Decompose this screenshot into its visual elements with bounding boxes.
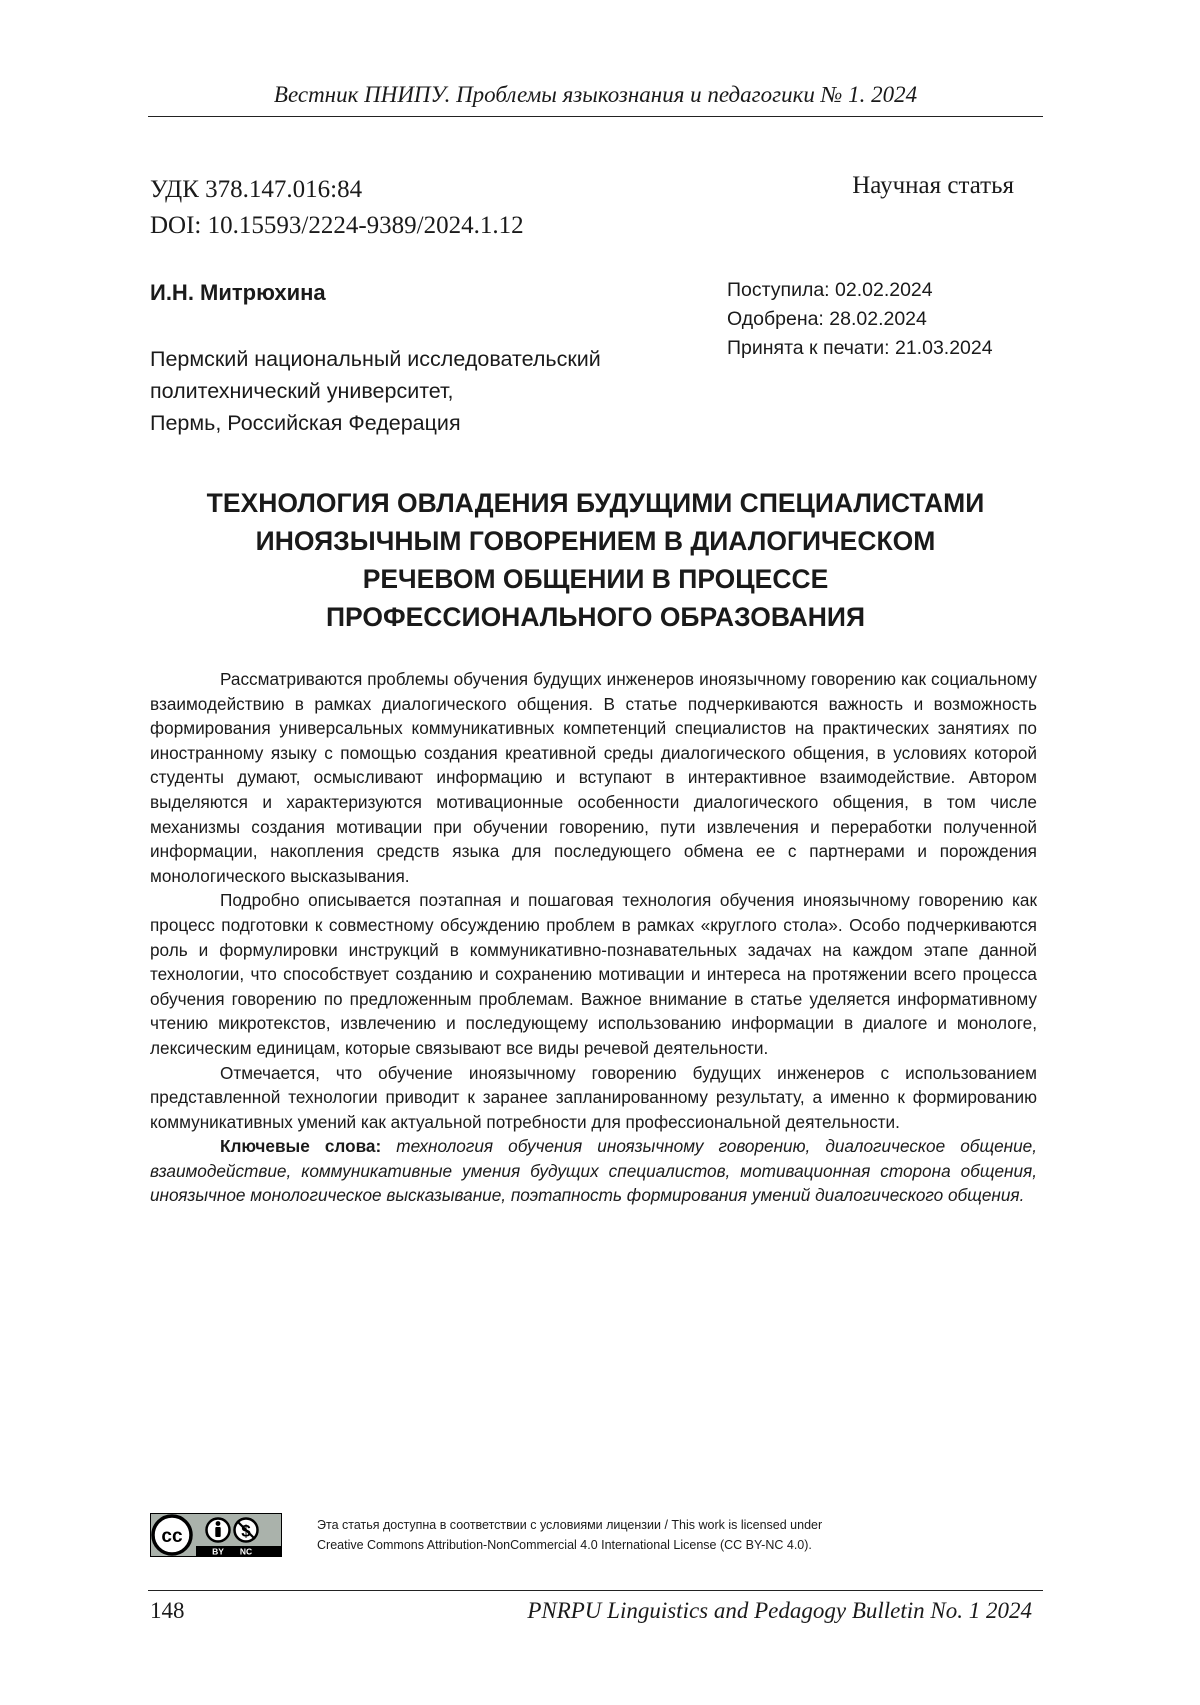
affiliation-line: политехнический университет,	[150, 375, 601, 407]
date-approved: Одобрена: 28.02.2024	[727, 305, 993, 334]
running-header: Вестник ПНИПУ. Проблемы языкознания и педагогики № 1. 2024	[148, 82, 1043, 108]
title-line: РЕЧЕВОМ ОБЩЕНИИ В ПРОЦЕССЕ	[148, 560, 1043, 598]
keywords-label: Ключевые слова:	[220, 1136, 381, 1156]
running-footer: PNRPU Linguistics and Pedagogy Bulletin No. 1 2024	[527, 1598, 1032, 1624]
cc-badge-text: cc	[161, 1526, 183, 1547]
license-line[interactable]: Creative Commons Attribution-NonCommercial 4.0 International License (CC BY-NC 4.0).	[317, 1535, 822, 1555]
keywords-text: технология обучения иноязычному говорению, диалогическое общение, взаимодействие, коммуникативные умения будущих специалистов, мотивационная сторона общения, иноязычное монологическое высказывание, поэтапность формирования умений диалогического общения.	[150, 1136, 1037, 1205]
nc-label: NC	[240, 1547, 252, 1557]
article-title	[148, 484, 1043, 636]
abstract-paragraph: Рассматриваются проблемы обучения будущих инженеров иноязычному говорению как социальному взаимодействию в рамках диалогического общения. В статье подчеркиваются важность и возможность формирования универсальных коммуникативных компетенций специалистов на практических занятиях по иностранному языку с помощью создания креативной среды диалогического общения, в условиях которой студенты думают, осмысливают информацию и вступают в интерактивное взаимодействие. Автором выделяются и характеризуются мотивационные особенности диалогического общения, в том числе механизмы создания мотивации при обучении говорению, пути извлечения и переработки полученной информации, накопления средств языка для последующего обмена ее с партнерами и порождения монологического высказывания.	[150, 667, 1037, 888]
article-type: Научная статья	[852, 172, 1014, 200]
abstract-paragraph: Отмечается, что обучение иноязычному говорению будущих инженеров с использованием представленной технологии приводит к заранее запланированному результату, а именно к формированию коммуникативных умений как актуальной потребности для профессиональной деятельности.	[150, 1061, 1037, 1135]
udk-code: УДК 378.147.016:84	[150, 172, 524, 208]
title-line: ИНОЯЗЫЧНЫМ ГОВОРЕНИЕМ В ДИАЛОГИЧЕСКОМ	[148, 522, 1043, 560]
article-identifiers	[150, 172, 524, 244]
title-line: ПРОФЕССИОНАЛЬНОГО ОБРАЗОВАНИЯ	[148, 598, 1043, 636]
page-number: 148	[150, 1598, 185, 1624]
date-accepted: Принята к печати: 21.03.2024	[727, 334, 993, 363]
footer-rule	[148, 1590, 1043, 1591]
license-line: Эта статья доступна в соответствии с условиями лицензии / This work is licensed under	[317, 1515, 822, 1535]
author-name: И.Н. Митрюхина	[150, 280, 326, 306]
date-received: Поступила: 02.02.2024	[727, 276, 993, 305]
article-dates	[727, 276, 993, 363]
cc-by-nc-license-icon[interactable]	[150, 1513, 282, 1557]
license-notice	[317, 1515, 822, 1555]
abstract-paragraph: Подробно описывается поэтапная и пошаговая технология обучения иноязычному говорению как процесс подготовки к совместному обсуждению проблем в рамках «круглого стола». Особо подчеркиваются роль и формулировки инструкций в коммуникативно-познавательных задачах на каждом этапе данной технологии, что способствует созданию и сохранению мотивации и интереса на протяжении всего процесса обучения говорению по предложенным проблемам. Важное внимание в статье уделяется информативному чтению микротекстов, извлечению и последующему использованию информации в диалоге и монологе, лексическим единицам, которые связывают все виды речевой деятельности.	[150, 888, 1037, 1060]
doi: DOI: 10.15593/2224-9389/2024.1.12	[150, 208, 524, 244]
affiliation-line: Пермь, Российская Федерация	[150, 407, 601, 439]
keywords	[150, 1134, 1037, 1208]
affiliation	[150, 343, 601, 439]
by-label: BY	[212, 1547, 224, 1557]
title-line: ТЕХНОЛОГИЯ ОВЛАДЕНИЯ БУДУЩИМИ СПЕЦИАЛИСТАМИ	[148, 484, 1043, 522]
affiliation-line: Пермский национальный исследовательский	[150, 343, 601, 375]
abstract	[150, 667, 1037, 1208]
header-rule	[148, 116, 1043, 117]
